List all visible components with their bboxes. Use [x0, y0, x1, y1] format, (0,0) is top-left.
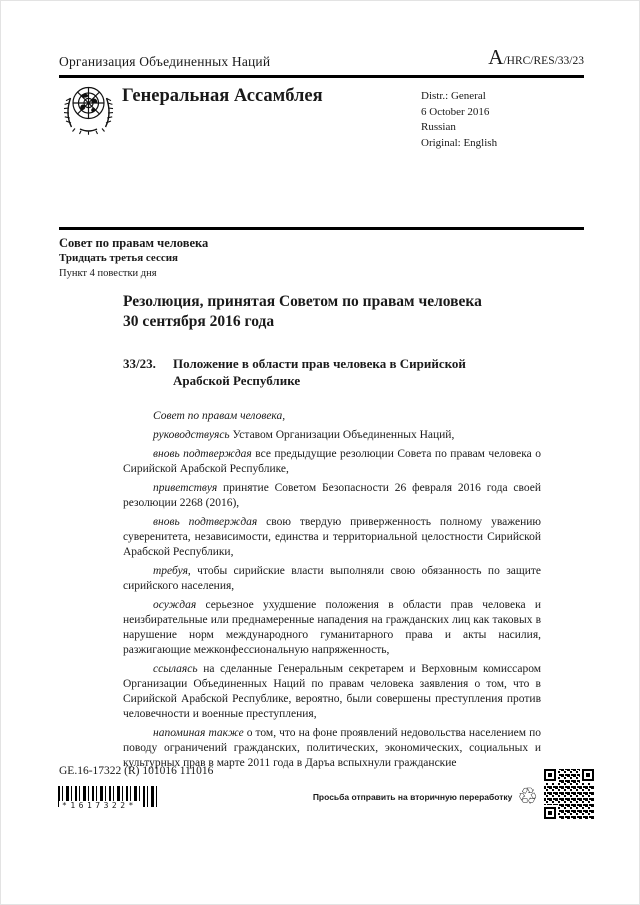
paragraph-text: серьезное ухудшение положения в области прав человека и неизбирательные или преднамеренные нападения на гражданских лиц как таковых в нарушение норм международного гуманитарного права и акты насилия, разжигающие межконфессиональную напряженность, [123, 599, 541, 656]
paragraph [123, 428, 541, 443]
language-line: Russian [421, 121, 456, 133]
distribution-info [421, 89, 497, 151]
council-name: Совет по правам человека [59, 236, 209, 250]
original-language-line: Original: English [421, 136, 498, 149]
recycle-text: Просьба отправить на вторичную переработку [312, 791, 513, 802]
resolution-title-line2: 30 сентября 2016 года [123, 313, 275, 330]
date-line: 6 October 2016 [421, 105, 490, 118]
session-header [59, 237, 208, 280]
paragraph-lead: вновь подтверждая [153, 448, 252, 460]
qr-code [543, 768, 595, 825]
resolution-heading [123, 355, 541, 389]
distr-line: Distr.: General [421, 90, 486, 102]
paragraph [123, 662, 541, 722]
paragraph-lead: руководствуясь [153, 429, 230, 441]
paragraph-lead: напоминая также [153, 727, 244, 739]
paragraph-lead: вновь подтверждая [153, 516, 258, 528]
paragraph [123, 481, 541, 511]
resolution-title-line1: Резолюция, принятая Советом по правам человека [123, 293, 482, 310]
org-name: Организация Объединенных Наций [59, 54, 271, 69]
assembly-title: Генеральная Ассамблея [122, 86, 323, 106]
paragraph-lead: Совет по правам человека, [153, 410, 286, 422]
recycle-notice [313, 768, 595, 825]
document-symbol [488, 45, 584, 70]
paragraph-text: все предыдущие резолюции Совета по правам человека о Сирийской Арабской Республике, [123, 448, 541, 475]
paragraph [123, 515, 541, 560]
paragraph [123, 564, 541, 594]
resolution-title [123, 292, 541, 332]
resolution-subject: Положение в области прав человека в Сирийской Арабской Республике [173, 356, 466, 388]
header-rule [59, 227, 584, 230]
paragraph-lead: требуя [153, 565, 188, 577]
paragraph [123, 598, 541, 658]
session-name: Тридцать третья сессия [59, 252, 179, 264]
paragraph-text: о том, что на фоне проявлений недовольства населением по поводу ограничений гражданских, политических, экономических, социальных и культурных прав в марте 2011 года в Даръа вспыхнули гражданские [123, 727, 541, 769]
agenda-item: Пункт 4 повестки дня [59, 268, 157, 279]
paragraph-lead: приветствуя [153, 482, 218, 494]
paragraph-text: на сделанные Генеральным секретарем и Верховным комиссаром Организации Объединенных Наций по правам человека заявления о том, что в Сирийской Арабской Республике, вероятно, были совершены преступления против человечности и военные преступления, [123, 663, 541, 720]
paragraph-text: Уставом Организации Объединенных Наций, [229, 429, 455, 441]
document-header [59, 45, 584, 78]
un-emblem-icon [61, 82, 116, 141]
document-symbol-letter: A [488, 45, 504, 69]
paragraph-lead: ссылаясь [153, 663, 198, 675]
paragraph-text: свою твердую приверженность полному уважению суверенитета, независимости, единства и территориальной целостности Сирийской Арабской Республики, [123, 516, 541, 558]
footer-reference: GE.16-17322 (R) 101016 111016 [59, 765, 214, 777]
paragraph-text: , чтобы сирийские власти выполняли свою обязанность по защите сирийского населения, [123, 565, 541, 592]
resolution-body [123, 292, 541, 775]
barcode-digits: *1617322* [59, 801, 140, 810]
barcode [58, 786, 162, 810]
paragraph [123, 447, 541, 477]
resolution-number: 33/23. [123, 356, 156, 371]
paragraph-lead: осуждая [153, 599, 197, 611]
paragraph [123, 409, 541, 424]
recycle-icon: ♲ [517, 784, 538, 809]
document-symbol-number: /HRC/RES/33/23 [503, 55, 584, 67]
paragraph-text: принятие Советом Безопасности 26 февраля 2016 года своей резолюции 2268 (2016), [123, 482, 541, 509]
